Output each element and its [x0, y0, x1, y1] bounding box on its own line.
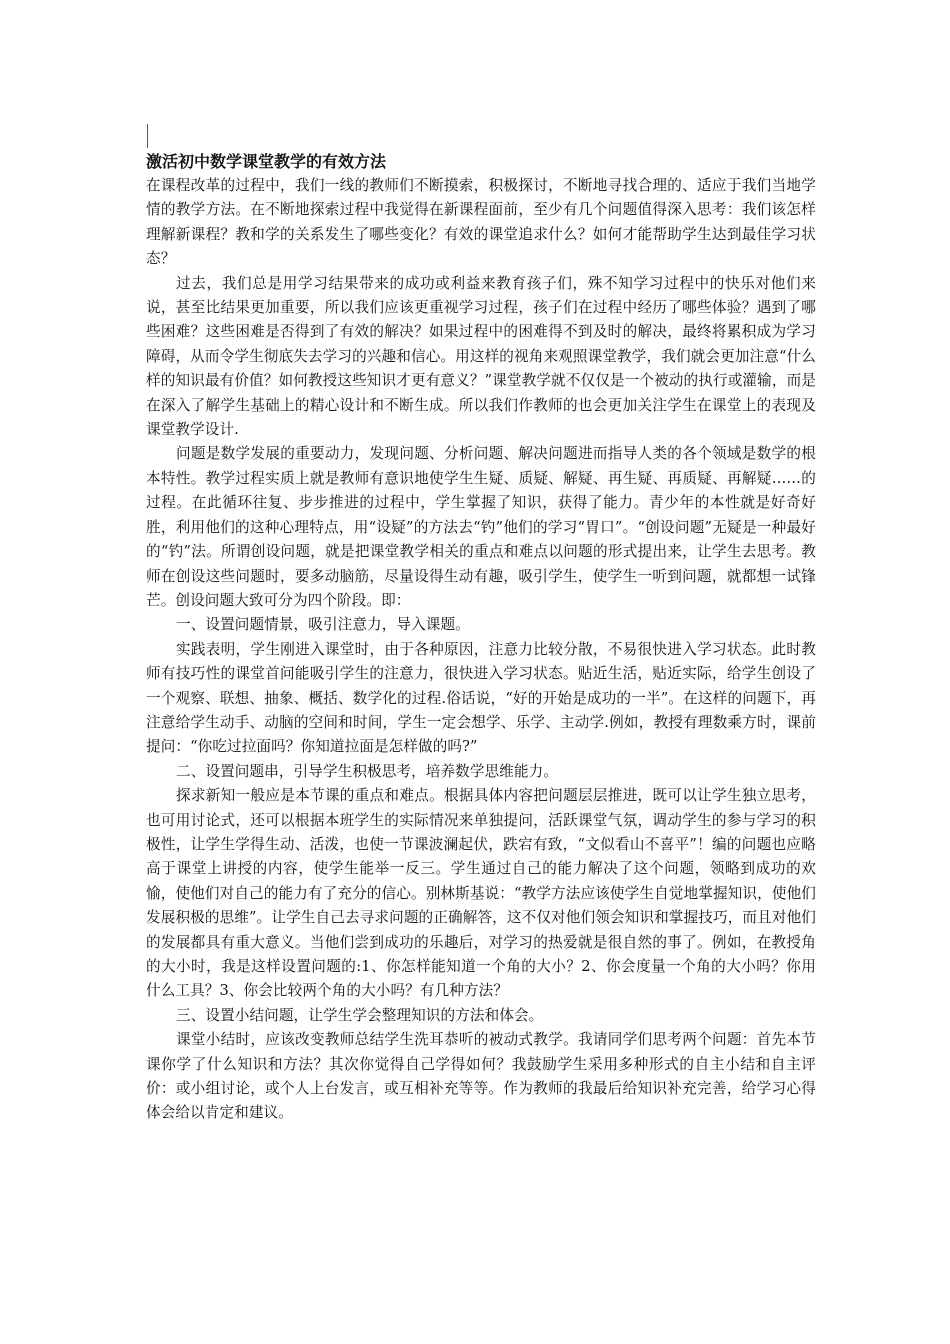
paragraph-section-2: 探求新知一般应是本节课的重点和难点。根据具体内容把问题层层推进，既可以让学生独立思考，也可用讨论式，还可以根据本班学生的实际情况来单独提问，活跃课堂气氛，调动学生的参与学习的积极性，让学生学得生动、活泼，也使一节课波澜起伏，跌宕有致，“文似看山不喜平”！编的问题也应略高于课堂上讲授的内容，使学生能举一反三。学生通过自己的能力解决了这个问题，领略到成功的欢愉，使他们对自己的能力有了充分的信心。别林斯基说：“教学方法应该使学生自觉地掌握知识，使他们发展积极的思维”。让学生自己去寻求问题的正确解答，这不仅对他们领会知识和掌握技巧，而且对他们的发展都具有重大意义。当他们尝到成功的乐趣后，对学习的热爱就是很自然的事了。例如，在教授角的大小时，我是这样设置问题的:1、你怎样能知道一个角的大小？2、你会度量一个角的大小吗？你用什么工具？3、你会比较两个角的大小吗？有几种方法？ — [146, 787, 816, 1000]
document-body — [146, 150, 816, 1126]
paragraph-process: 过去，我们总是用学习结果带来的成功或利益来教育孩子们，殊不知学习过程中的快乐对他们来说，甚至比结果更加重要，所以我们应该更重视学习过程，孩子们在过程中经历了哪些体验？遇到了哪些困难？这些困难是否得到了有效的解决？如果过程中的困难得不到及时的解决，最终将累积成为学习障碍，从而令学生彻底失去学习的兴趣和信心。用这样的视角来观照课堂教学，我们就会更加注意“什么样的知识最有价值？如何教授这些知识才更有意义？”课堂教学就不仅仅是一个被动的执行或灌输，而是在深入了解学生基础上的精心设计和不断生成。所以我们作教师的也会更加关注学生在课堂上的表现及课堂教学设计. — [146, 274, 816, 439]
section-heading-3: 三、设置小结问题，让学生学会整理知识的方法和体会。 — [176, 1006, 544, 1024]
document-title: 激活初中数学课堂教学的有效方法 — [146, 152, 387, 171]
paragraph-section-1: 实践表明，学生刚进入课堂时，由于各种原因，注意力比较分散，不易很快进入学习状态。此时教师有技巧性的课堂首问能吸引学生的注意力，很快进入学习状态。贴近生活，贴近实际，给学生创设了一个观察、联想、抽象、概括、数学化的过程.俗话说，“好的开始是成功的一半”。在这样的问题下，再注意给学生动手、动脑的空间和时间，学生一定会想学、乐学、主动学.例如，教授有理数乘方时，课前提问：“你吃过拉面吗？你知道拉面是怎样做的吗?” — [146, 640, 816, 756]
paragraph-intro: 在课程改革的过程中，我们一线的教师们不断摸索，积极探讨，不断地寻找合理的、适应于我们当地学情的教学方法。在不断地探索过程中我觉得在新课程面前，至少有几个问题值得深入思考：我们该怎样理解新课程？教和学的关系发生了哪些变化？有效的课堂追求什么？如何才能帮助学生达到最佳学习状态？ — [146, 177, 816, 268]
paragraph-section-3: 课堂小结时，应该改变教师总结学生洗耳恭听的被动式教学。我请同学们思考两个问题：首先本节课你学了什么知识和方法？其次你觉得自己学得如何？我鼓励学生采用多种形式的自主小结和自主评价：或小组讨论，或个人上台发言，或互相补充等等。作为教师的我最后给知识补充完善，给学习心得体会给以肯定和建议。 — [146, 1031, 816, 1122]
section-heading-1: 一、设置问题情景，吸引注意力，导入课题。 — [176, 616, 470, 634]
section-heading-2: 二、设置问题串，引导学生积极思考，培养数学思维能力。 — [176, 762, 559, 780]
text-cursor-mark — [147, 124, 148, 148]
paragraph-problem: 问题是数学发展的重要动力，发现问题、分析问题、解决问题进而指导人类的各个领域是数学的根本特性。教学过程实质上就是教师有意识地使学生生疑、质疑、解疑、再生疑、再质疑、再解疑……的过程。在此循环往复、步步推进的过程中，学生掌握了知识，获得了能力。青少年的本性就是好奇好胜，利用他们的这种心理特点，用“设疑”的方法去“钓”他们的学习“胃口”。“创设问题”无疑是一种最好的“钓”法。所谓创设问题，就是把课堂教学相关的重点和难点以问题的形式提出来，让学生去思考。教师在创设这些问题时，要多动脑筋，尽量设得生动有趣，吸引学生，使学生一听到问题，就都想一试锋芒。创设问题大致可分为四个阶段。即： — [146, 445, 816, 609]
